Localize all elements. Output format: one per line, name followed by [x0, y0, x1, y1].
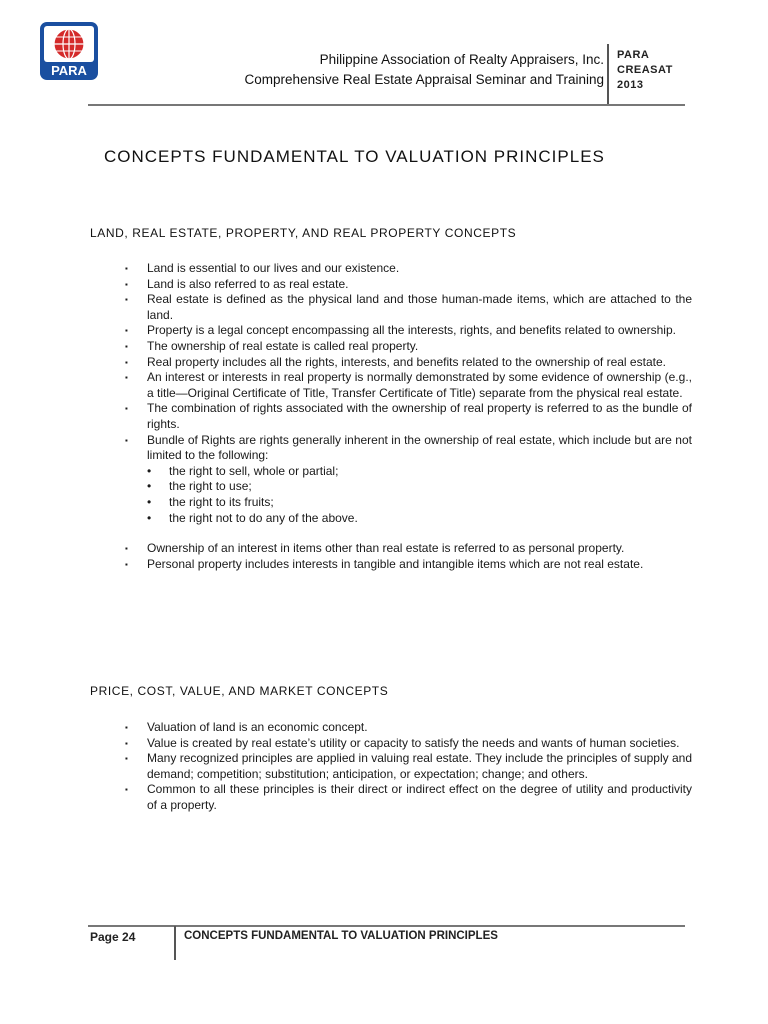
land-concepts-list: [120, 261, 692, 572]
bullet-icon: ▪: [125, 341, 128, 351]
footer-divider-vertical: [174, 926, 176, 960]
dot-icon: •: [147, 494, 152, 509]
list-item: ▪ Real property includes all the rights, interests, and benefits related to the ownership of real estate.: [125, 354, 666, 369]
sub-list-item: • the right not to do any of the above.: [147, 510, 358, 525]
bullet-icon: ▪: [125, 326, 128, 336]
list-item: ▪ An interest or interests in real property is normally demonstrated by some evidence of ownership (e.g., a title—Original Certificate of Title, Transfer Certificate of Title) separate from the physical real estate.: [125, 370, 692, 400]
header-titles: [245, 50, 604, 90]
section-heading-land: LAND, REAL ESTATE, PROPERTY, AND REAL PROPERTY CONCEPTS: [90, 226, 517, 240]
dot-icon: •: [147, 510, 152, 525]
bundle-of-rights-sublist: [147, 464, 692, 526]
list-item: ▪ The ownership of real estate is called real property.: [125, 338, 419, 353]
sub-list-item: • the right to its fruits;: [147, 494, 274, 509]
org-name: Philippine Association of Realty Appraisers, Inc.: [319, 52, 604, 67]
dot-icon: •: [147, 463, 152, 478]
header-rule: [88, 104, 685, 106]
header-code-para: PARA: [617, 49, 650, 61]
list-spacer: [120, 526, 692, 541]
list-item: ▪ Personal property includes interests in tangible and intangible items which are not real estate.: [125, 556, 644, 571]
bullet-icon: ▪: [125, 357, 128, 367]
list-item: ▪ Many recognized principles are applied in valuing real estate. They include the principles of supply and demand; competition; substitution; anticipation, or expectation; change; and others.: [125, 751, 692, 781]
dot-icon: •: [147, 479, 152, 494]
sub-list-item: • the right to use;: [147, 479, 252, 494]
list-item: ▪ Value is created by real estate’s utility or capacity to satisfy the needs and wants of human societies.: [125, 735, 680, 750]
list-item: ▪ Bundle of Rights are rights generally inherent in the ownership of real estate, which include but are not limited to the following: • the right to sell, whole or partial; • the right to use; • the right to its fruits; • the right not to do any of the above.: [125, 432, 692, 525]
section-heading-price: PRICE, COST, VALUE, AND MARKET CONCEPTS: [90, 684, 389, 698]
para-logo: [40, 22, 98, 80]
list-item: ▪ Land is essential to our lives and our existence.: [125, 261, 400, 275]
logo-globe-icon: [40, 22, 98, 80]
list-item: ▪ Real estate is defined as the physical land and those human-made items, which are attached to the land.: [125, 292, 692, 322]
bullet-icon: ▪: [125, 435, 128, 445]
bullet-icon: ▪: [125, 295, 128, 305]
bullet-icon: ▪: [125, 264, 128, 273]
header-code-year: 2013: [617, 79, 644, 91]
sub-list-item: • the right to sell, whole or partial;: [147, 463, 339, 478]
list-item: ▪ Valuation of land is an economic concept.: [125, 720, 368, 734]
bullet-icon: ▪: [125, 738, 128, 748]
list-item: ▪ Land is also referred to as real estate.: [125, 276, 349, 291]
footer-title: CONCEPTS FUNDAMENTAL TO VALUATION PRINCIPLES: [184, 930, 498, 942]
list-item: ▪ Ownership of an interest in items other than real estate is referred to as personal property.: [125, 541, 625, 556]
header-divider-vertical: [607, 44, 609, 106]
list-item: ▪ Common to all these principles is their direct or indirect effect on the degree of utility and productivity of a property.: [125, 782, 692, 812]
list-item: ▪ Property is a legal concept encompassing all the interests, rights, and benefits related to ownership.: [125, 323, 676, 338]
bullet-icon: ▪: [125, 723, 128, 732]
list-item: ▪ The combination of rights associated with the ownership of real property is referred to as the bundle of rights.: [125, 401, 692, 431]
footer-rule: [88, 925, 685, 927]
bullet-icon: ▪: [125, 404, 128, 414]
bullet-icon: ▪: [125, 373, 128, 383]
bullet-icon: ▪: [125, 559, 128, 569]
header-code-creasat: CREASAT: [617, 64, 673, 76]
header-code: [617, 48, 673, 93]
price-concepts-list: [120, 720, 692, 814]
document-title: CONCEPTS FUNDAMENTAL TO VALUATION PRINCIPLES: [104, 147, 605, 166]
page-number: Page 24: [90, 930, 136, 944]
logo-text: PARA: [51, 63, 87, 78]
bullet-icon: ▪: [125, 279, 128, 289]
bullet-icon: ▪: [125, 754, 128, 764]
bullet-icon: ▪: [125, 785, 128, 795]
bullet-icon: ▪: [125, 544, 128, 554]
seminar-name: Comprehensive Real Estate Appraisal Seminar and Training: [244, 72, 604, 87]
